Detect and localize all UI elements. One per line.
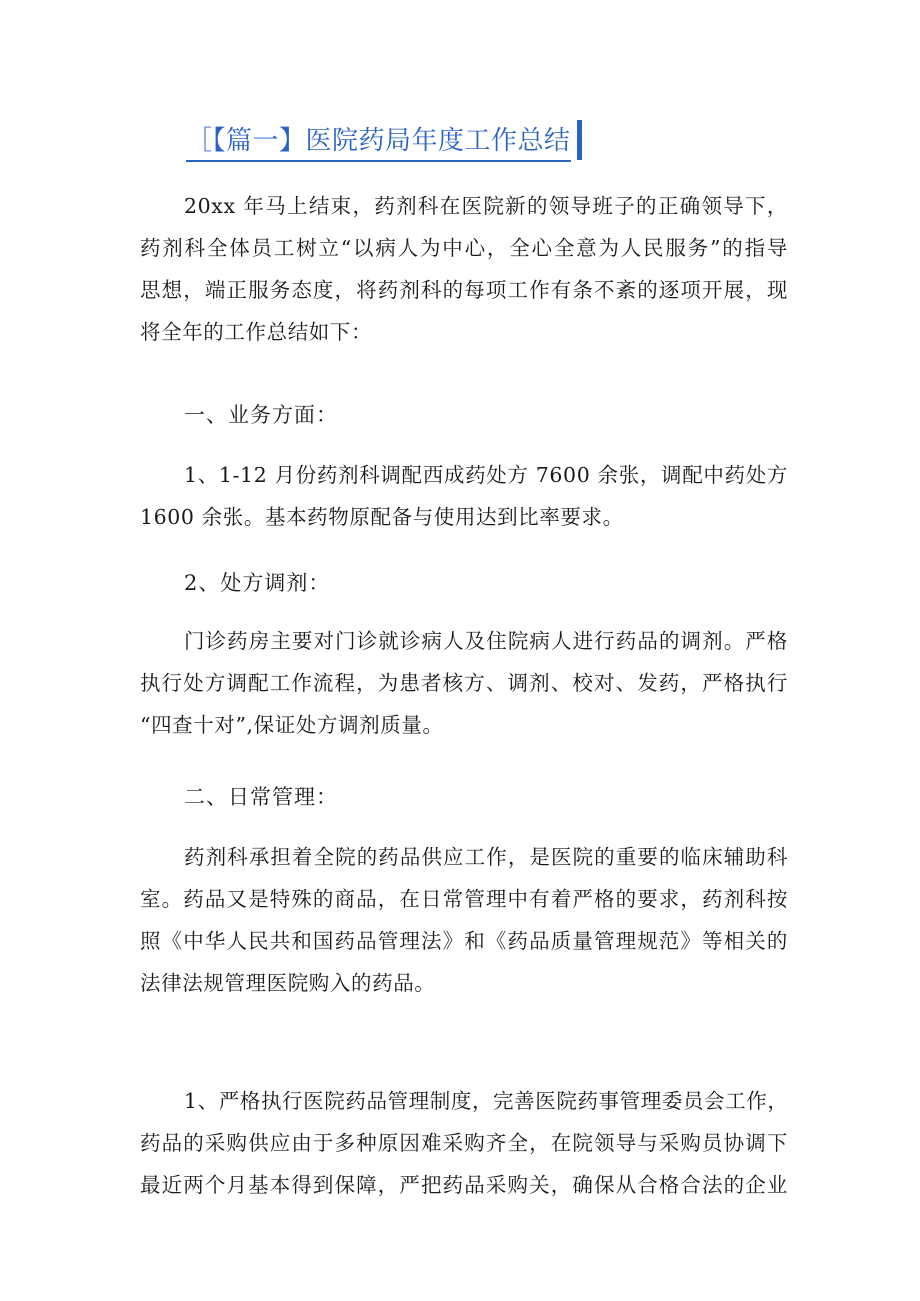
paragraph-line: 室。药品又是特殊的商品，在日常管理中有着严格的要求，药剂科按 xyxy=(140,887,788,911)
paragraph-line: 1、1-12 月份药剂科调配西成药处方 7600 余张，调配中药处方 xyxy=(184,463,788,487)
paragraph-5 xyxy=(140,1080,788,1206)
paragraph-line: 药品的采购供应由于多种原因难采购齐全，在院领导与采购员协调下 xyxy=(140,1131,788,1155)
paragraph-line: 最近两个月基本得到保障，严把药品采购关，确保从合格合法的企业 xyxy=(140,1173,788,1197)
paragraph-2 xyxy=(140,454,788,538)
section-heading-daily-management: 二、日常管理： xyxy=(184,785,338,809)
paragraph-line: 1600 余张。基本药物原配备与使用达到比率要求。 xyxy=(140,505,624,529)
paragraph-1 xyxy=(140,185,788,353)
section-heading-business: 一、业务方面： xyxy=(184,403,338,427)
subsection-heading-prescription: 2、处方调剂： xyxy=(184,571,331,595)
paragraph-line: 20xx 年马上结束，药剂科在医院新的领导班子的正确领导下， xyxy=(184,194,788,218)
title-row xyxy=(186,112,582,162)
title-cursor-bar xyxy=(577,120,582,160)
paragraph-line: 1、严格执行医院药品管理制度，完善医院药事管理委员会工作， xyxy=(184,1089,788,1113)
paragraph-line: 思想，端正服务态度，将药剂科的每项工作有条不紊的逐项开展，现 xyxy=(140,278,788,302)
document-title: ［【篇一】医院药局年度工作总结 xyxy=(186,124,571,162)
paragraph-line: 门诊药房主要对门诊就诊病人及住院病人进行药品的调剂。严格 xyxy=(184,629,788,653)
paragraph-line: 药剂科承担着全院的药品供应工作，是医院的重要的临床辅助科 xyxy=(184,845,788,869)
paragraph-line: 法律法规管理医院购入的药品。 xyxy=(140,971,436,995)
paragraph-line: 照《中华人民共和国药品管理法》和《药品质量管理规范》等相关的 xyxy=(140,929,788,953)
paragraph-line: 执行处方调配工作流程，为患者核方、调剂、校对、发药，严格执行 xyxy=(140,671,788,695)
paragraph-line: “四查十对”,保证处方调剂质量。 xyxy=(140,713,444,737)
paragraph-3 xyxy=(140,620,788,746)
paragraph-4 xyxy=(140,836,788,1004)
paragraph-line: 将全年的工作总结如下： xyxy=(140,320,373,344)
paragraph-line: 药剂科全体员工树立“以病人为中心，全心全意为人民服务”的指导 xyxy=(140,236,788,260)
